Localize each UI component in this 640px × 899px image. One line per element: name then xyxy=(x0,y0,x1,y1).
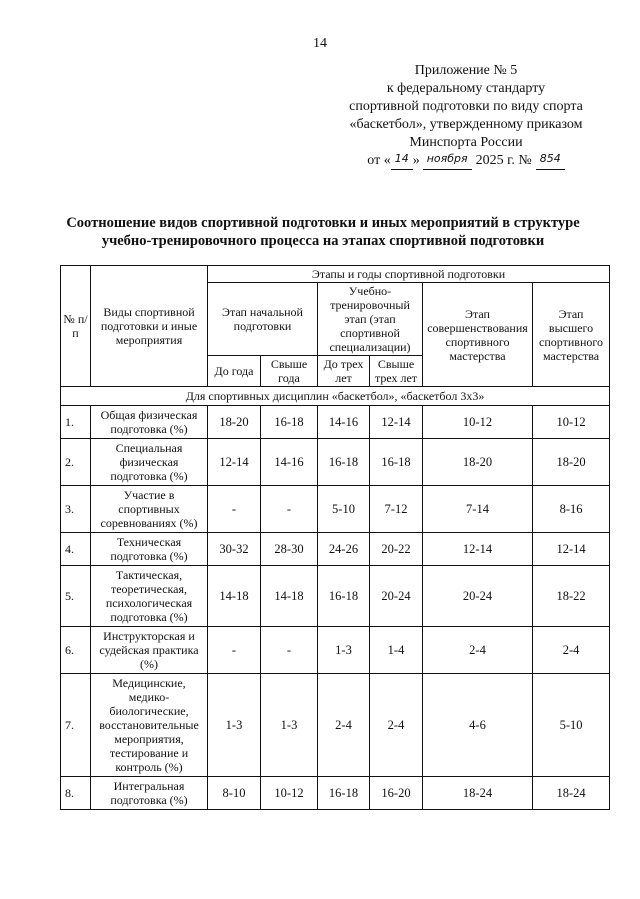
date-year: 2025 г. № xyxy=(475,153,532,168)
cell-value: 2-4 xyxy=(533,627,610,674)
cell-value: 20-24 xyxy=(370,566,423,627)
row-name: Медицинские, медико-биологические, восстановительные мероприятия, тестирование и контроль (%) xyxy=(91,674,208,777)
appendix-header xyxy=(326,62,606,170)
cell-value: - xyxy=(261,627,318,674)
document-title xyxy=(40,214,606,250)
header-sub-initial-1: До года xyxy=(208,356,261,387)
header-stage-improvement: Этап совершенствования спортивного мастерства xyxy=(423,283,533,387)
header-sub-training-1: До трех лет xyxy=(318,356,370,387)
header-sub-initial-2: Свыше года xyxy=(261,356,318,387)
cell-value: 24-26 xyxy=(318,533,370,566)
row-num: 2. xyxy=(61,439,91,486)
cell-value: 18-20 xyxy=(533,439,610,486)
cell-value: 30-32 xyxy=(208,533,261,566)
table-row xyxy=(61,566,610,627)
row-name: Инструкторская и судейская практика (%) xyxy=(91,627,208,674)
row-name: Участие в спортивных соревнованиях (%) xyxy=(91,486,208,533)
cell-value: 1-4 xyxy=(370,627,423,674)
cell-value: 10-12 xyxy=(261,777,318,810)
cell-value: 10-12 xyxy=(533,406,610,439)
cell-value: - xyxy=(208,627,261,674)
appendix-line: Минспорта России xyxy=(409,135,523,150)
header-stages: Этапы и годы спортивной подготовки xyxy=(208,266,610,283)
appendix-title: Приложение № 5 xyxy=(414,63,518,78)
order-date-line xyxy=(326,152,606,170)
row-num: 8. xyxy=(61,777,91,810)
row-name: Интегральная подготовка (%) xyxy=(91,777,208,810)
handwritten-month: ноября xyxy=(423,152,472,170)
cell-value: 18-22 xyxy=(533,566,610,627)
cell-value: 1-3 xyxy=(318,627,370,674)
table-row xyxy=(61,486,610,533)
date-prefix: от « xyxy=(367,153,391,168)
table-row xyxy=(61,533,610,566)
cell-value: 20-22 xyxy=(370,533,423,566)
appendix-line: к федеральному стандарту xyxy=(386,81,546,96)
header-sub-training-2: Свыше трех лет xyxy=(370,356,423,387)
appendix-line: спортивной подготовки по виду спорта xyxy=(349,99,583,114)
row-num: 7. xyxy=(61,674,91,777)
cell-value: 18-20 xyxy=(208,406,261,439)
row-num: 6. xyxy=(61,627,91,674)
page-number: 14 xyxy=(313,36,327,51)
cell-value: 7-12 xyxy=(370,486,423,533)
row-num: 1. xyxy=(61,406,91,439)
header-kind: Виды спортивной подготовки и иные мероприятия xyxy=(91,266,208,387)
cell-value: 14-16 xyxy=(261,439,318,486)
cell-value: 1-3 xyxy=(261,674,318,777)
cell-value: 20-24 xyxy=(423,566,533,627)
cell-value: 2-4 xyxy=(318,674,370,777)
title-line: учебно-тренировочного процесса на этапах спортивной подготовки xyxy=(101,233,545,249)
cell-value: 5-10 xyxy=(318,486,370,533)
handwritten-day: 14 xyxy=(391,152,413,170)
date-mid: » xyxy=(412,153,420,168)
cell-value: - xyxy=(208,486,261,533)
cell-value: 8-10 xyxy=(208,777,261,810)
cell-value: 28-30 xyxy=(261,533,318,566)
cell-value: 2-4 xyxy=(423,627,533,674)
row-num: 3. xyxy=(61,486,91,533)
table-row xyxy=(61,439,610,486)
cell-value: 16-20 xyxy=(370,777,423,810)
table-row xyxy=(61,406,610,439)
cell-value: 16-18 xyxy=(318,439,370,486)
cell-value: 12-14 xyxy=(533,533,610,566)
row-num: 5. xyxy=(61,566,91,627)
handwritten-order-number: 854 xyxy=(536,152,565,170)
cell-value: 16-18 xyxy=(318,777,370,810)
table-row xyxy=(61,777,610,810)
row-name: Техническая подготовка (%) xyxy=(91,533,208,566)
cell-value: 14-16 xyxy=(318,406,370,439)
cell-value: 16-18 xyxy=(261,406,318,439)
cell-value: 12-14 xyxy=(208,439,261,486)
cell-value: 8-16 xyxy=(533,486,610,533)
appendix-line: «баскетбол», утвержденному приказом xyxy=(349,117,583,132)
cell-value: 16-18 xyxy=(318,566,370,627)
cell-value: 18-20 xyxy=(423,439,533,486)
section-label: Для спортивных дисциплин «баскетбол», «баскетбол 3х3» xyxy=(61,387,610,406)
cell-value: 10-12 xyxy=(423,406,533,439)
header-num: № п/п xyxy=(61,266,91,387)
row-name: Специальная физическая подготовка (%) xyxy=(91,439,208,486)
cell-value: 4-6 xyxy=(423,674,533,777)
title-line: Соотношение видов спортивной подготовки и иных мероприятий в структуре xyxy=(66,215,580,231)
row-name: Тактическая, теоретическая, психологическая подготовка (%) xyxy=(91,566,208,627)
cell-value: 14-18 xyxy=(208,566,261,627)
cell-value: 16-18 xyxy=(370,439,423,486)
row-num: 4. xyxy=(61,533,91,566)
cell-value: 7-14 xyxy=(423,486,533,533)
header-stage-higher: Этап высшего спортивного мастерства xyxy=(533,283,610,387)
cell-value: 2-4 xyxy=(370,674,423,777)
table-row xyxy=(61,674,610,777)
cell-value: 1-3 xyxy=(208,674,261,777)
header-stage-initial: Этап начальной подготовки xyxy=(208,283,318,356)
training-ratio-table xyxy=(60,265,610,810)
cell-value: 18-24 xyxy=(533,777,610,810)
table-row xyxy=(61,627,610,674)
cell-value: 18-24 xyxy=(423,777,533,810)
cell-value: - xyxy=(261,486,318,533)
cell-value: 12-14 xyxy=(423,533,533,566)
cell-value: 12-14 xyxy=(370,406,423,439)
header-stage-training: Учебно-тренировочный этап (этап спортивной специализации) xyxy=(318,283,423,356)
cell-value: 14-18 xyxy=(261,566,318,627)
cell-value: 5-10 xyxy=(533,674,610,777)
row-name: Общая физическая подготовка (%) xyxy=(91,406,208,439)
